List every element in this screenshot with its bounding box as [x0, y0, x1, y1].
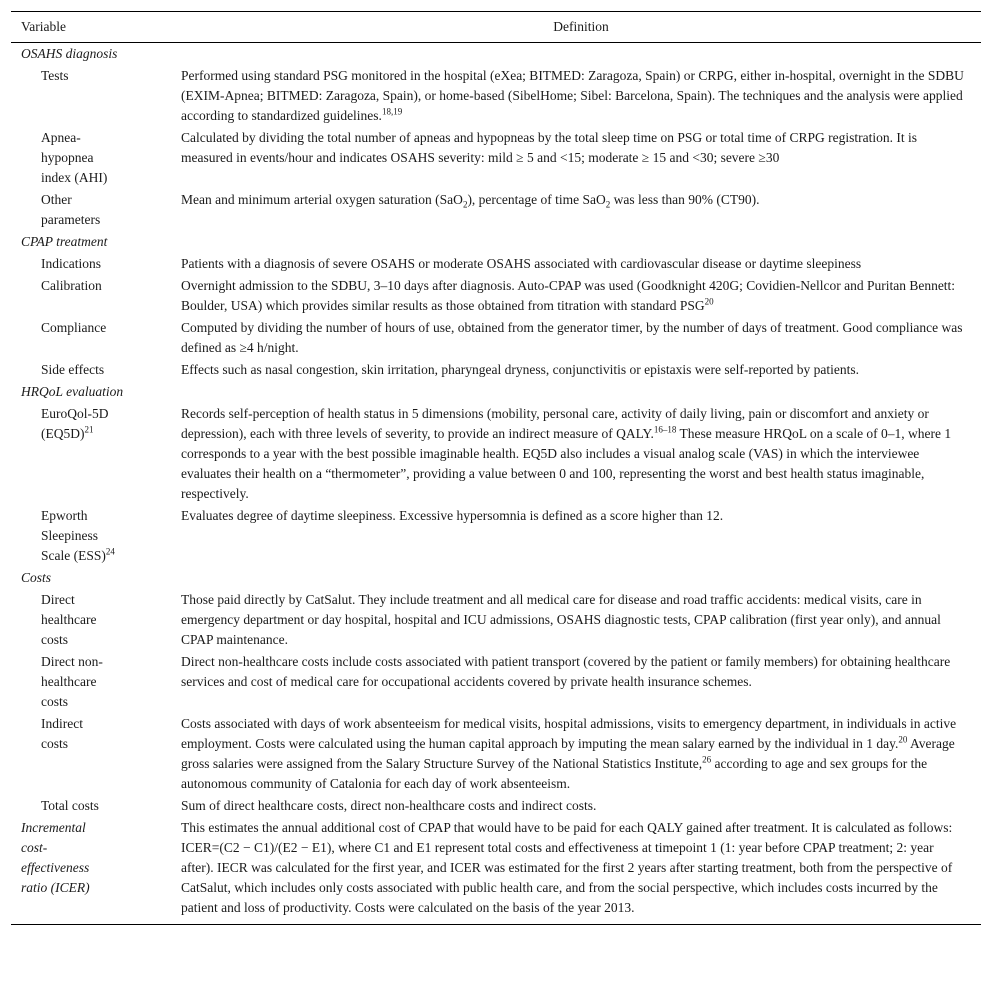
variable-ahi: Apnea- hypopnea index (AHI) — [41, 130, 108, 185]
table-row — [11, 713, 981, 795]
definition-indirect-costs: Costs associated with days of work absenteeism for medical visits, hospital admissions, visits to emergency department, in individuals in active employment. Costs were calculated using the human capital approach by imputing the mean salary earned by the individual in 1 day.$^{20}$ Average gross salaries were assigned from the Salary Structure Survey of the National Statistics Institute,$^{26}$ according to age and sex groups for the autonomous community of Catalonia for each day of work absenteeism. — [181, 716, 957, 791]
variable-compliance: Compliance — [41, 320, 107, 335]
variable-indirect-costs: Indirect costs — [41, 716, 83, 751]
table-header-row — [11, 12, 981, 43]
table-row — [11, 317, 981, 359]
section-cpap-treatment: CPAP treatment — [21, 234, 108, 249]
section-row — [11, 231, 981, 253]
variables-table — [11, 11, 981, 925]
table-row — [11, 359, 981, 381]
table-row — [11, 589, 981, 651]
definition-indications: Patients with a diagnosis of severe OSAHS or moderate OSAHS associated with cardiovascular disease or daytime sleepiness — [181, 256, 862, 271]
definition-calibration: Overnight admission to the SDBU, 3–10 days after diagnosis. Auto-CPAP was used (Goodknight 420G; Covidien-Nellcor and Puritan Bennett: Boulder, USA) which provides similar results as those obtained from titration with standard PSG$^{20}$ — [181, 278, 956, 313]
table-row — [11, 817, 981, 925]
section-row — [11, 381, 981, 403]
definition-total-costs: Sum of direct healthcare costs, direct non-healthcare costs and indirect costs. — [181, 798, 597, 813]
definition-ess: Evaluates degree of daytime sleepiness. Excessive hypersomnia is defined as a score higher than 12. — [181, 508, 724, 523]
section-costs: Costs — [21, 570, 52, 585]
variable-side-effects: Side effects — [41, 362, 105, 377]
header-variable: Variable — [11, 12, 181, 43]
variable-ess: Epworth Sleepiness Scale (ESS)$^{24}$ — [41, 508, 115, 563]
definition-compliance: Computed by dividing the number of hours of use, obtained from the generator timer, by the number of days of treatment. Good compliance was defined as ≥4 h/night. — [181, 320, 963, 355]
table-row — [11, 505, 981, 567]
section-row — [11, 567, 981, 589]
definition-icer: This estimates the annual additional cost of CPAP that would have to be paid for each QALY gained after treatment. It is calculated as follows: ICER=(C2 − C1)/(E2 − E1), where C1 and E1 represent total costs and effectiveness at timepoint 1 (1: year before CPAP treatment; 2: year after). IECR was calculated for the first year, and ICER was estimated for the first 2 years after starting treatment, both from the perspective of CatSalut, which includes only costs associated with public health care, and from the social perspective, which includes costs incurred by the patient and loss of productivity. Costs were calculated on the basis of the year 2013. — [181, 817, 981, 925]
definition-ahi: Calculated by dividing the total number of apneas and hypopneas by the total sleep time on PSG or total time of CRPG registration. It is measured in events/hour and indicates OSAHS severity: mild ≥ 5 and <15; moderate ≥ 15 and <30; severe ≥30 — [181, 130, 917, 165]
table-row — [11, 651, 981, 713]
definition-other-parameters: Mean and minimum arterial oxygen saturation (SaO$_2$), percentage of time SaO$_2$ was less than 90% (CT90). — [181, 192, 760, 210]
definition-direct-non-healthcare-costs: Direct non-healthcare costs include costs associated with patient transport (covered by the patient or family members) for obtaining healthcare services and cost of medical care for occupational accidents covered by private health insurance schemes. — [181, 654, 951, 689]
definition-tests: Performed using standard PSG monitored in the hospital (eXea; BITMED: Zaragoza, Spain) or CRPG, either in-hospital, overnight in the SDBU (EXIM-Apnea; BITMED: Zaragoza, Spain), or home-based (SibelHome; Sibel: Barcelona, Spain). The techniques and the analysis were applied according to standardized guidelines.$^{18,19}$ — [181, 68, 964, 123]
table-row — [11, 403, 981, 505]
section-row — [11, 43, 981, 66]
variable-other-parameters: Other parameters — [41, 192, 101, 227]
definition-direct-healthcare-costs: Those paid directly by CatSalut. They include treatment and all medical care for disease and road traffic accidents: medical visits, care in emergency department or day hospital, hospital and ICU admissions, OSAHS diagnostic tests, CPAP calibration (first year only), and annual CPAP maintenance. — [181, 592, 941, 647]
definition-side-effects: Effects such as nasal congestion, skin irritation, pharyngeal dryness, conjunctivitis or epistaxis were self-reported by patients. — [181, 362, 859, 377]
variable-direct-non-healthcare-costs: Direct non- healthcare costs — [41, 654, 103, 709]
table-row — [11, 65, 981, 127]
section-hrqol-evaluation: HRQoL evaluation — [21, 384, 124, 399]
definition-euroqol: Records self-perception of health status in 5 dimensions (mobility, personal care, activity of daily living, pain or discomfort and anxiety or depression), each with three levels of severity, to provide an indirect measure of QALY.$^{16-18}$ These measure HRQoL on a scale of 0–1, where 1 corresponds to a year with the best possible imaginable health. EQ5D also includes a visual analog scale (VAS) in which the interviewee evaluates their health on a “thermometer”, providing a value between 0 and 100, representing the worst and best health status imaginable, respectively. — [181, 406, 952, 501]
variable-icer: Incremental cost- effectiveness ratio (ICER) — [11, 817, 181, 925]
variable-euroqol: EuroQol-5D $(EQ5D)^{21}$ — [41, 406, 109, 441]
table-row — [11, 189, 981, 231]
table-row — [11, 127, 981, 189]
table-row — [11, 275, 981, 317]
variable-indications: Indications — [41, 256, 101, 271]
variable-tests: Tests — [41, 68, 69, 83]
table-row — [11, 253, 981, 275]
variable-calibration: Calibration — [41, 278, 102, 293]
section-osahs-diagnosis: OSAHS diagnosis — [21, 46, 118, 61]
variable-total-costs: Total costs — [41, 798, 99, 813]
header-definition: Definition — [181, 12, 981, 43]
table-row — [11, 795, 981, 817]
variable-direct-healthcare-costs: Direct healthcare costs — [41, 592, 97, 647]
